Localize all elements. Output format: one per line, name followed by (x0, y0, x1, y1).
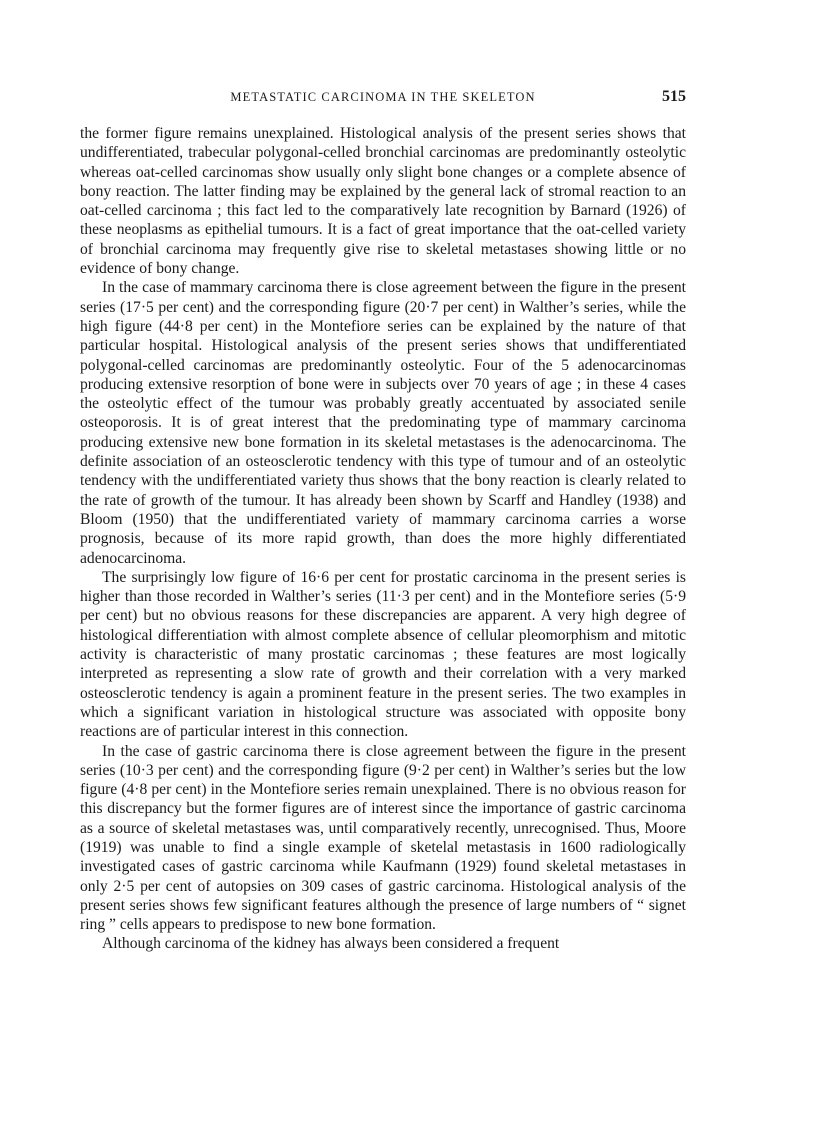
page-number: 515 (662, 88, 686, 105)
article-body (80, 124, 686, 954)
running-title: METASTATIC CARCINOMA IN THE SKELETON (230, 90, 536, 104)
paragraph-kidney-carcinoma: Although carcinoma of the kidney has always been considered a frequent (102, 935, 560, 953)
paragraph-mammary-carcinoma: In the case of mammary carcinoma there is close agreement between the figure in the present series (17·5 per cent) and the corresponding figure (20·7 per cent) in Walther’s series, while the high figure (44·8 per cent) in the Montefiore series can be explained by the nature of that particular hospital. Histological analysis of the present series shows that undifferentiated polygonal-celled carcinomas are predominantly osteolytic. Four of the 5 adenocarcinomas producing extensive resorption of bone were in subjects over 70 years of age ; in these 4 cases the osteolytic effect of the tumour was probably greatly accentuated by associated senile osteoporosis. It is of great interest that the predominating type of mammary carcinoma producing extensive new bone formation in its skeletal metastases is the adenocarcinoma. The definite association of an osteosclerotic tendency with this type of tumour and of an osteolytic tendency with the undifferentiated variety thus shows that the bony reaction is clearly related to the rate of growth of the tumour. It has already been shown by Scarff and Handley (1938) and Bloom (1950) that the undifferentiated variety of mammary carcinoma carries a worse prognosis, because of its more rapid growth, than does the more highly differentiated adenocarcinoma. (80, 279, 686, 567)
paragraph-bronchial-continuation: the former figure remains unexplained. Histological analysis of the present series shows that undifferentiated, trabecular polygonal-celled bronchial carcinomas are predominantly osteolytic whereas oat-celled carcinomas show usually only slight bone changes or a complete absence of bony reaction. The latter finding may be explained by the general lack of stromal reaction to an oat-celled carcinoma ; this fact led to the comparatively late recognition by Barnard (1926) of these neoplasms as epithelial tumours. It is a fact of great importance that the oat-celled variety of bronchial carcinoma may frequently give rise to skeletal metastases showing little or no evidence of bony change. (80, 125, 686, 278)
paragraph-gastric-carcinoma: In the case of gastric carcinoma there is close agreement between the figure in the present series (10·3 per cent) and the corresponding figure (9·2 per cent) in Walther’s series but the low figure (4·8 per cent) in the Montefiore series remain unexplained. There is no obvious reason for this discrepancy but the former figures are of interest since the importance of gastric carcinoma as a source of skeletal metastases was, until comparatively recently, unrecognised. Thus, Moore (1919) was unable to find a single example of sketelal metastasis in 1600 radiologically investigated cases of gastric carcinoma while Kaufmann (1929) found skeletal metastases in only 2·5 per cent of autopsies on 309 cases of gastric carcinoma. Histological analysis of the present series shows few significant features although the presence of large numbers of “ signet ring ” cells appears to predispose to new bone formation. (80, 742, 686, 934)
running-head (80, 88, 686, 108)
paragraph-prostatic-carcinoma: The surprisingly low figure of 16·6 per cent for prostatic carcinoma in the present series is higher than those recorded in Walther’s series (11·3 per cent) and in the Montefiore series (5·9 per cent) but no obvious reasons for these discrepancies are apparent. A very high degree of histological differentiation with almost complete absence of cellular pleomorphism and mitotic activity is characteristic of many prostatic carcinomas ; these features are most logically interpreted as representing a slow rate of growth and their correlation with a very marked osteosclerotic tendency is again a prominent feature in the present series. The two examples in which a significant variation in histological structure was associated with opposite bony reactions are of particular interest in this connection. (80, 568, 686, 741)
